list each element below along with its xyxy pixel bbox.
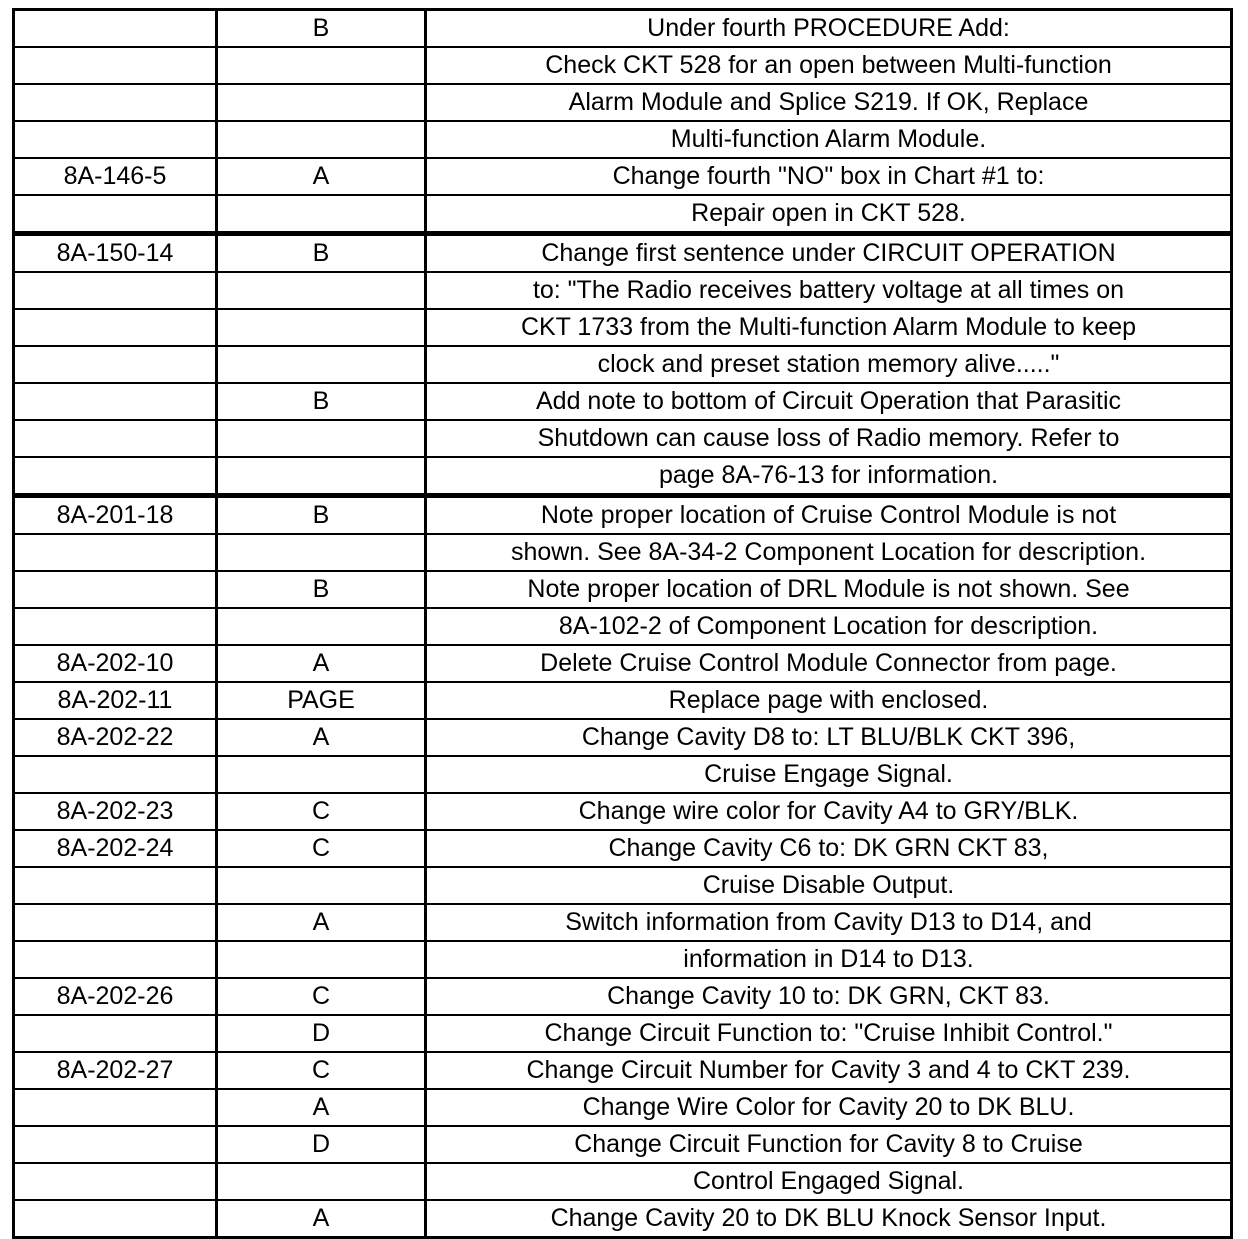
page-number-cell: 8A-202-10 (14, 645, 217, 682)
page-number-cell (14, 272, 217, 309)
correction-text-cell: CKT 1733 from the Multi-function Alarm Module to keep (426, 309, 1232, 346)
correction-text-cell: Change Cavity D8 to: LT BLU/BLK CKT 396, (426, 719, 1232, 756)
correction-text-cell: clock and preset station memory alive....." (426, 346, 1232, 383)
correction-text-cell: Change fourth "NO" box in Chart #1 to: (426, 158, 1232, 195)
table-row (14, 830, 1232, 867)
view-code-cell: D (217, 1126, 426, 1163)
correction-text-cell: Check CKT 528 for an open between Multi-function (426, 47, 1232, 84)
correction-text-cell: to: "The Radio receives battery voltage at all times on (426, 272, 1232, 309)
page-number-cell: 8A-202-11 (14, 682, 217, 719)
correction-text-cell: Switch information from Cavity D13 to D14, and (426, 904, 1232, 941)
correction-text-cell: Under fourth PROCEDURE Add: (426, 10, 1232, 48)
view-code-cell (217, 272, 426, 309)
page-number-cell: 8A-202-24 (14, 830, 217, 867)
view-code-cell: D (217, 1015, 426, 1052)
table-row (14, 272, 1232, 309)
page-number-cell: 8A-202-26 (14, 978, 217, 1015)
page-number-cell (14, 904, 217, 941)
table-row (14, 1089, 1232, 1126)
table-row (14, 534, 1232, 571)
correction-text-cell: Note proper location of Cruise Control Module is not (426, 496, 1232, 535)
view-code-cell (217, 1163, 426, 1200)
view-code-cell: A (217, 1089, 426, 1126)
correction-text-cell: Alarm Module and Splice S219. If OK, Replace (426, 84, 1232, 121)
table-row (14, 234, 1232, 273)
table-row (14, 608, 1232, 645)
correction-table (12, 8, 1233, 1239)
table-row (14, 121, 1232, 158)
view-code-cell (217, 121, 426, 158)
correction-text-cell: Replace page with enclosed. (426, 682, 1232, 719)
page-number-cell (14, 1015, 217, 1052)
view-code-cell (217, 420, 426, 457)
page-number-cell (14, 195, 217, 234)
page-number-cell (14, 346, 217, 383)
correction-text-cell: information in D14 to D13. (426, 941, 1232, 978)
correction-text-cell: page 8A-76-13 for information. (426, 457, 1232, 496)
table-row (14, 1163, 1232, 1200)
table-row (14, 84, 1232, 121)
table-row (14, 571, 1232, 608)
correction-text-cell: Note proper location of DRL Module is not shown. See (426, 571, 1232, 608)
page-number-cell (14, 1163, 217, 1200)
table-row (14, 457, 1232, 496)
view-code-cell (217, 457, 426, 496)
page-number-cell (14, 10, 217, 48)
correction-text-cell: Delete Cruise Control Module Connector from page. (426, 645, 1232, 682)
view-code-cell (217, 534, 426, 571)
page-number-cell (14, 47, 217, 84)
correction-text-cell: Shutdown can cause loss of Radio memory. Refer to (426, 420, 1232, 457)
correction-text-cell: Change Circuit Number for Cavity 3 and 4 to CKT 239. (426, 1052, 1232, 1089)
view-code-cell: PAGE (217, 682, 426, 719)
view-code-cell: C (217, 978, 426, 1015)
correction-text-cell: Change Circuit Function to: "Cruise Inhibit Control." (426, 1015, 1232, 1052)
view-code-cell: B (217, 496, 426, 535)
page-number-cell: 8A-202-23 (14, 793, 217, 830)
page-number-cell (14, 534, 217, 571)
table-row (14, 756, 1232, 793)
table-row (14, 158, 1232, 195)
view-code-cell: A (217, 904, 426, 941)
table-row (14, 978, 1232, 1015)
table-row (14, 1015, 1232, 1052)
correction-text-cell: Cruise Engage Signal. (426, 756, 1232, 793)
view-code-cell (217, 47, 426, 84)
correction-text-cell: Change first sentence under CIRCUIT OPERATION (426, 234, 1232, 273)
correction-text-cell: 8A-102-2 of Component Location for description. (426, 608, 1232, 645)
page-number-cell (14, 1089, 217, 1126)
view-code-cell: C (217, 830, 426, 867)
page-number-cell (14, 84, 217, 121)
page-number-cell: 8A-202-27 (14, 1052, 217, 1089)
correction-text-cell: Change Cavity 10 to: DK GRN, CKT 83. (426, 978, 1232, 1015)
table-row (14, 420, 1232, 457)
page-number-cell (14, 608, 217, 645)
table-row (14, 719, 1232, 756)
page-number-cell (14, 1126, 217, 1163)
correction-text-cell: Add note to bottom of Circuit Operation that Parasitic (426, 383, 1232, 420)
view-code-cell (217, 867, 426, 904)
view-code-cell: B (217, 571, 426, 608)
page-number-cell (14, 571, 217, 608)
correction-text-cell: Change Cavity C6 to: DK GRN CKT 83, (426, 830, 1232, 867)
table-row (14, 383, 1232, 420)
view-code-cell (217, 346, 426, 383)
table-row (14, 346, 1232, 383)
correction-text-cell: Repair open in CKT 528. (426, 195, 1232, 234)
view-code-cell (217, 756, 426, 793)
correction-text-cell: shown. See 8A-34-2 Component Location for description. (426, 534, 1232, 571)
table-row (14, 645, 1232, 682)
page-number-cell: 8A-201-18 (14, 496, 217, 535)
page-number-cell (14, 383, 217, 420)
table-row (14, 904, 1232, 941)
page-number-cell (14, 457, 217, 496)
page-number-cell: 8A-146-5 (14, 158, 217, 195)
view-code-cell: B (217, 10, 426, 48)
view-code-cell (217, 309, 426, 346)
correction-text-cell: Control Engaged Signal. (426, 1163, 1232, 1200)
table-row (14, 793, 1232, 830)
page-number-cell (14, 941, 217, 978)
page-number-cell: 8A-202-22 (14, 719, 217, 756)
view-code-cell: C (217, 793, 426, 830)
table-row (14, 1052, 1232, 1089)
page-number-cell (14, 867, 217, 904)
table-row (14, 195, 1232, 234)
table-row (14, 1126, 1232, 1163)
table-row (14, 682, 1232, 719)
page-number-cell (14, 420, 217, 457)
view-code-cell (217, 195, 426, 234)
view-code-cell (217, 941, 426, 978)
table-row (14, 10, 1232, 48)
page-number-cell: 8A-150-14 (14, 234, 217, 273)
view-code-cell: A (217, 719, 426, 756)
correction-text-cell: Change Circuit Function for Cavity 8 to Cruise (426, 1126, 1232, 1163)
table-row (14, 496, 1232, 535)
page-number-cell (14, 756, 217, 793)
view-code-cell: A (217, 158, 426, 195)
view-code-cell: A (217, 1200, 426, 1238)
table-row (14, 309, 1232, 346)
correction-text-cell: Change Wire Color for Cavity 20 to DK BLU. (426, 1089, 1232, 1126)
view-code-cell: C (217, 1052, 426, 1089)
view-code-cell: A (217, 645, 426, 682)
correction-text-cell: Cruise Disable Output. (426, 867, 1232, 904)
page-number-cell (14, 121, 217, 158)
correction-table-body (14, 10, 1232, 1238)
page-number-cell (14, 309, 217, 346)
table-row (14, 47, 1232, 84)
view-code-cell (217, 84, 426, 121)
table-row (14, 867, 1232, 904)
view-code-cell (217, 608, 426, 645)
table-row (14, 941, 1232, 978)
correction-text-cell: Change wire color for Cavity A4 to GRY/BLK. (426, 793, 1232, 830)
correction-text-cell: Multi-function Alarm Module. (426, 121, 1232, 158)
view-code-cell: B (217, 234, 426, 273)
view-code-cell: B (217, 383, 426, 420)
correction-text-cell: Change Cavity 20 to DK BLU Knock Sensor Input. (550, 1204, 1107, 1232)
